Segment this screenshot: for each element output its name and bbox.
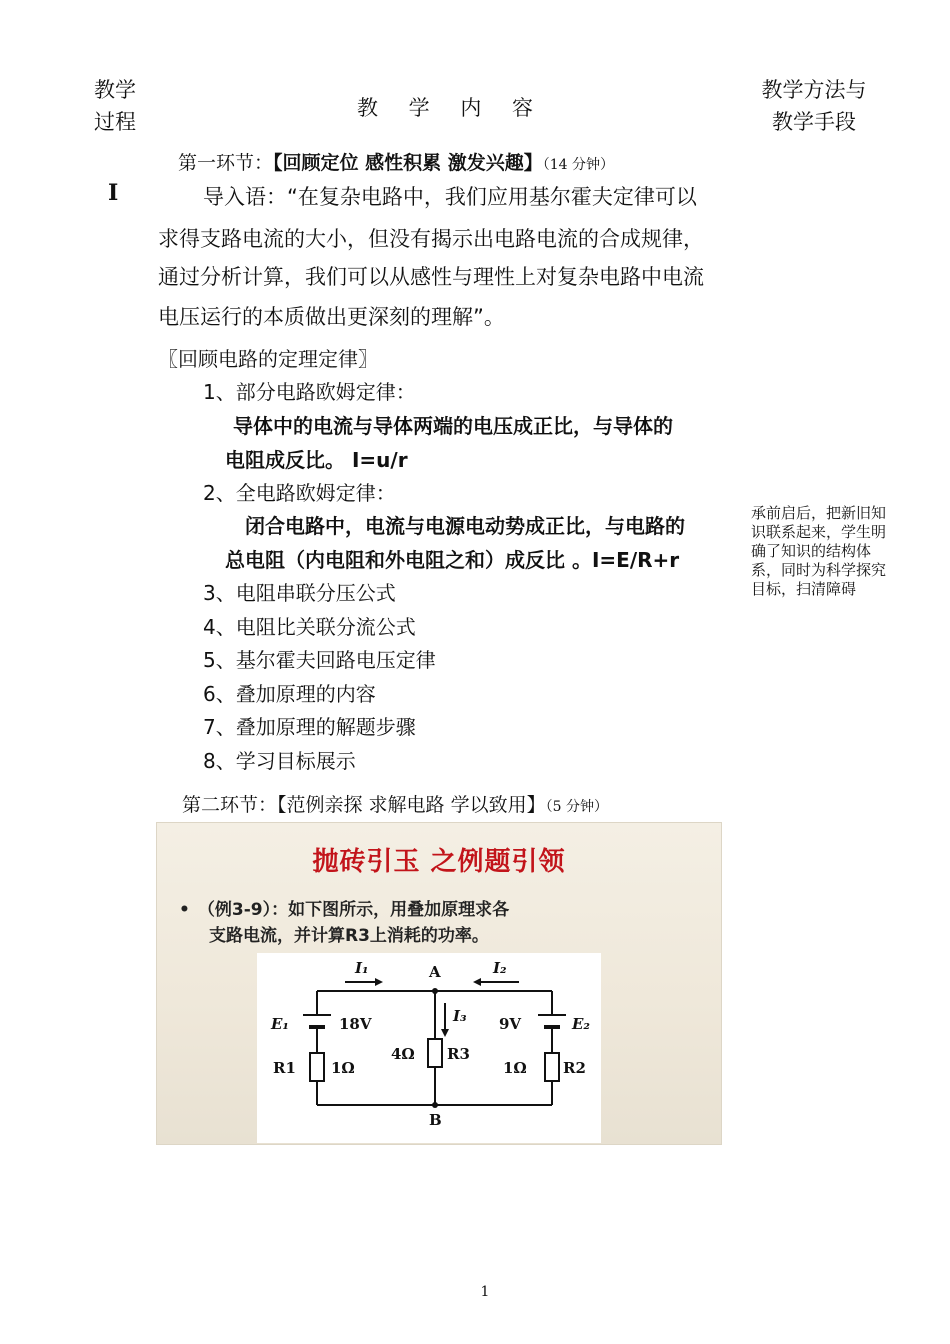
section1-prefix: 第一环节： (178, 152, 274, 174)
item-2: 2、全电路欧姆定律： (203, 481, 396, 505)
item-4: 4、电阻比关联分流公式 (203, 615, 416, 639)
review-heading: 〖回顾电路的定理定律〗 (158, 347, 378, 371)
label-i1: I₁ (355, 959, 369, 977)
intro-line-1: 导入语：“在复杂电路中，我们应用基尔霍夫定律可以 (203, 185, 697, 209)
section2-prefix: 第二环节： (182, 794, 278, 816)
intro-line-4: 电压运行的本质做出更深刻的理解”。 (158, 305, 505, 329)
slide-text-line1: （例3-9）：如下图所示，用叠加原理求各 (197, 900, 510, 920)
header-content: 教 学 内 容 (356, 96, 534, 120)
label-9v: 9V (499, 1015, 522, 1033)
label-r2: R2 (563, 1059, 586, 1077)
item-8: 8、学习目标展示 (203, 749, 356, 773)
section2-time: （5 分钟） (545, 799, 608, 815)
label-i2: I₂ (493, 959, 507, 977)
label-node-a: A (429, 963, 441, 981)
circuit-diagram (257, 953, 601, 1143)
label-e1: E₁ (271, 1015, 290, 1033)
label-r1-value: 1Ω (331, 1059, 355, 1077)
item-3: 3、电阻串联分压公式 (203, 581, 396, 605)
slide-title: 抛砖引玉 之例题引领 (312, 847, 566, 877)
slide-text-line2: 支路电流，并计算R3上消耗的功率。 (209, 926, 489, 946)
label-18v: 18V (339, 1015, 372, 1033)
header-process (86, 74, 144, 138)
label-node-b: B (429, 1111, 442, 1129)
label-i3: I₃ (453, 1007, 467, 1025)
section1-time: （14 分钟） (542, 157, 615, 173)
section2-heading (182, 790, 608, 822)
slide-bullet: • (179, 900, 190, 920)
header-methods-line1: 教学方法与 (761, 78, 867, 102)
item-2-detail-line2: 总电阻（内电阻和外电阻之和）成反比 。I=E/R+r (225, 548, 680, 572)
header-methods-line2: 教学手段 (772, 110, 856, 134)
side-note: 承前启后，把新旧知识联系起来，学生明确了知识的结构体系，同时为科学探究目标，扫清障碍 (751, 504, 887, 598)
page-number: 1 (480, 1284, 490, 1300)
item-1: 1、部分电路欧姆定律： (203, 380, 416, 404)
header-process-line2: 过程 (94, 110, 136, 134)
section1-title: 【回顾定位 感性积累 激发兴趣】 (273, 152, 543, 174)
item-5: 5、基尔霍夫回路电压定律 (203, 648, 436, 672)
example-slide (156, 822, 722, 1145)
label-r3-value: 4Ω (391, 1045, 415, 1063)
label-e2: E₂ (572, 1015, 591, 1033)
item-7: 7、叠加原理的解题步骤 (203, 715, 416, 739)
circuit-svg (257, 953, 601, 1143)
label-r1: R1 (273, 1059, 296, 1077)
item-1-detail-line1: 导体中的电流与导体两端的电压成正比，与导体的 (233, 414, 673, 438)
intro-line-2: 求得支路电流的大小，但没有揭示出电路电流的合成规律， (158, 227, 704, 251)
intro-line-3: 通过分析计算，我们可以从感性与理性上对复杂电路中电流 (158, 265, 704, 289)
item-2-detail-line1: 闭合电路中，电流与电源电动势成正比，与电路的 (245, 514, 685, 538)
item-1-detail-line2: 电阻成反比。 I=u/r (225, 448, 408, 472)
header-methods (752, 74, 876, 138)
label-r2-value: 1Ω (503, 1059, 527, 1077)
header-process-line1: 教学 (94, 78, 136, 102)
section1-heading (178, 148, 614, 180)
label-r3: R3 (447, 1045, 470, 1063)
slide-problem (179, 897, 509, 949)
item-6: 6、叠加原理的内容 (203, 682, 376, 706)
section2-title: 【范例亲探 求解电路 学以致用】 (277, 794, 546, 816)
section-marker: I (108, 180, 119, 206)
